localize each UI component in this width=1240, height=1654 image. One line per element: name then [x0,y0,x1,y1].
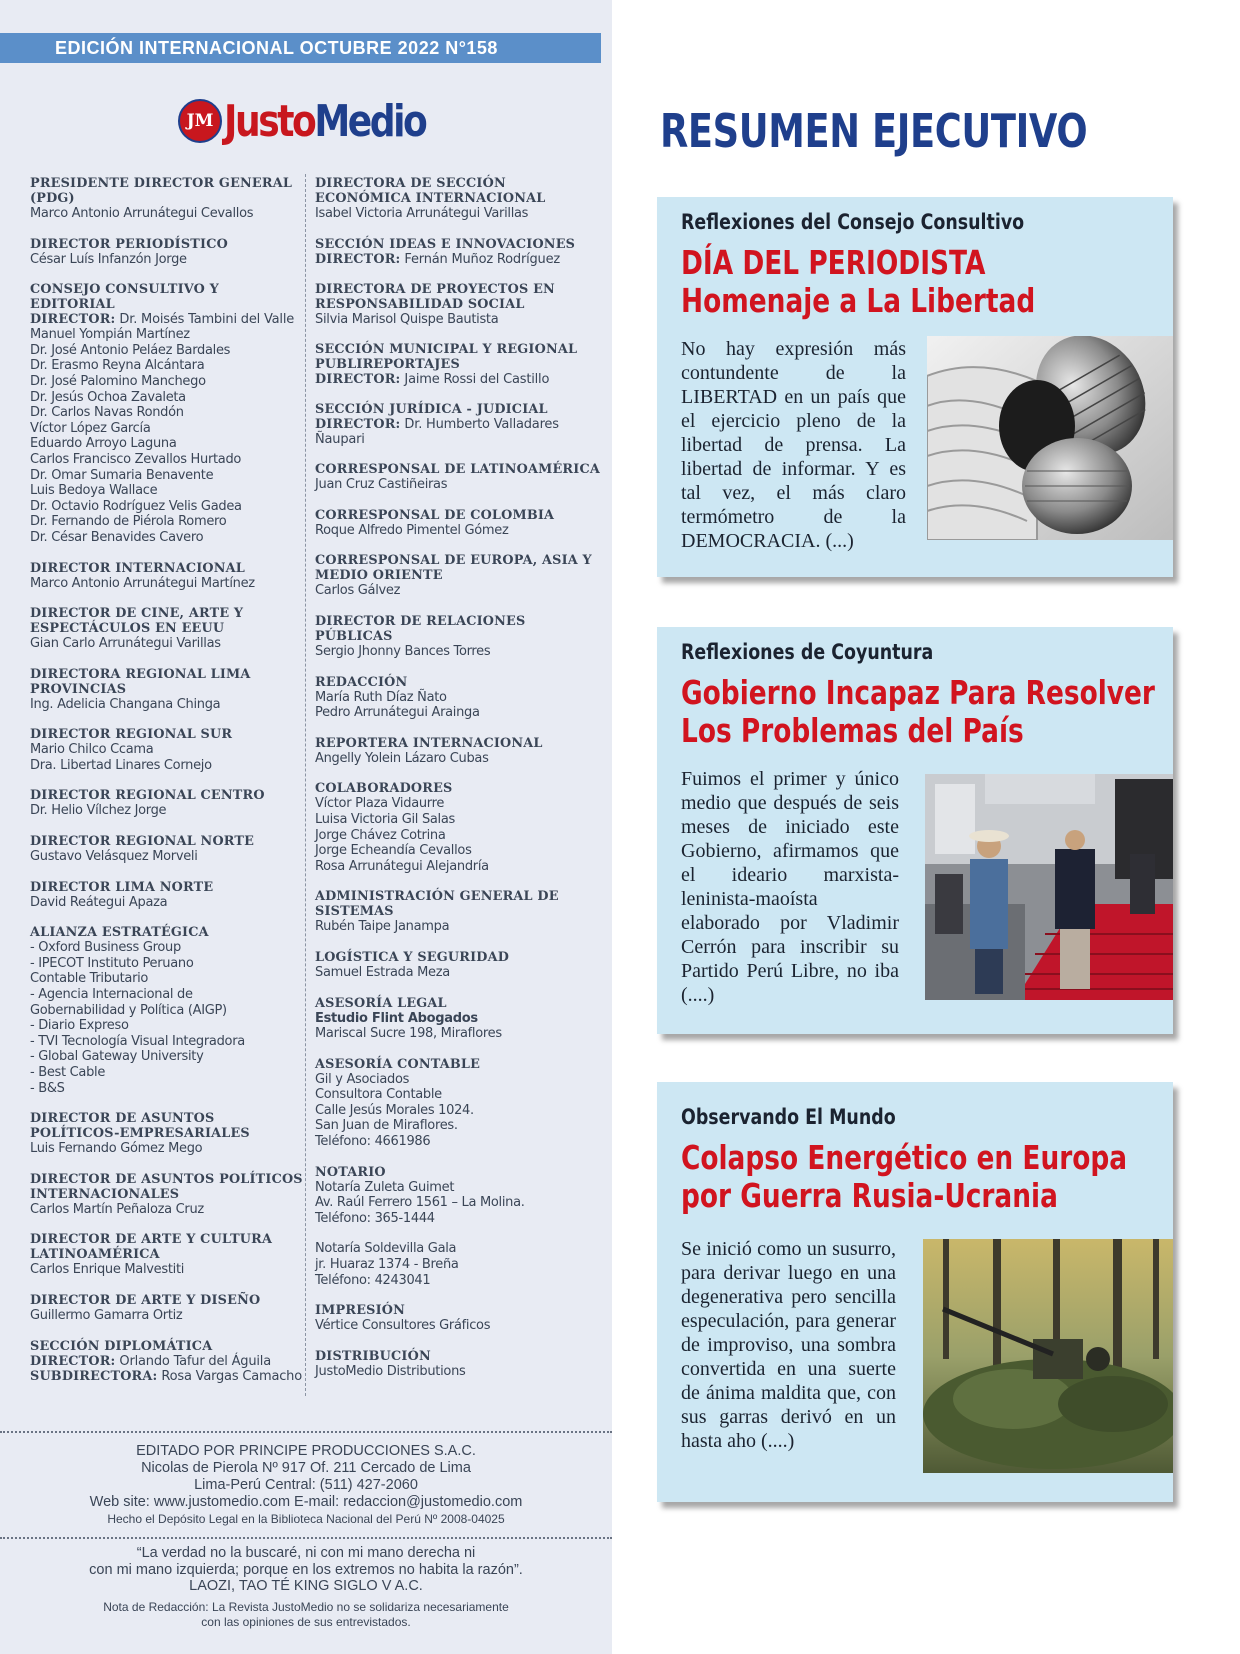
staff-block [30,727,305,773]
card-kicker: Observando El Mundo [681,1105,896,1129]
staff-role: CORRESPONSAL DE LATINOAMÉRICA [315,462,600,478]
justomedio-logo [178,93,470,149]
staff-list-left [30,176,305,1399]
staff-name: Dr. Helio Vílchez Jorge [30,803,167,819]
dotted-divider [0,1431,612,1433]
staff-block [30,237,305,268]
staff-block [315,462,605,493]
staff-block [30,925,305,1096]
staff-role: ALIANZA ESTRATÉGICA [30,925,209,941]
staff-block [30,834,305,865]
staff-role: DIRECTOR: Jaime Rossi del Castillo [315,372,550,388]
staff-block [315,1165,605,1227]
staff-role: DIRECTORA REGIONAL LIMA PROVINCIAS [30,666,251,697]
staff-name: Víctor López García [30,420,151,436]
staff-name: Av. Raúl Ferrero 1561 – La Molina. [315,1195,525,1211]
staff-name: Carlos Martín Peñaloza Cruz [30,1201,204,1217]
staff-role: DIRECTOR REGIONAL SUR [30,727,233,743]
staff-name: Rosa Vargas Camacho [157,1368,302,1384]
staff-name: Dr. Omar Sumaria Benavente [30,467,214,483]
staff-name: Rosa Arrunátegui Alejandría [315,858,489,874]
editorial-note: Nota de Redacción: La Revista JustoMedio no se solidariza necesariamente con las opiniones de sus entrevistados. [103,1600,509,1629]
staff-name: Carlos Francisco Zevallos Hurtado [30,451,242,467]
staff-name: - IPECOT Instituto Peruano [30,955,194,971]
staff-name: Isabel Victoria Arrunátegui Varillas [315,206,529,221]
staff-role: LOGÍSTICA Y SEGURIDAD [315,949,509,965]
staff-name: Eduardo Arroyo Laguna [30,436,177,452]
staff-role: DIRECTORA DE PROYECTOS EN RESPONSABILIDAD SOCIAL [315,281,555,312]
staff-name: Dr. Humberto Valladares Ñaupari [315,417,559,448]
staff-block [315,237,605,267]
staff-name: Notaría Zuleta Guimet [315,1179,455,1195]
card-headline[interactable]: DÍA DEL PERIODISTA Homenaje a La Libertad [681,243,1036,320]
jm-logo-icon: JM [178,99,222,143]
staff-name: Silvia Marisol Quispe Bautista [315,311,499,327]
staff-name: Guillermo Gamarra Ortiz [30,1307,183,1323]
staff-list-right [315,176,605,1394]
staff-role: DIRECTOR DE RELACIONES PÚBLICAS [315,613,526,644]
staff-role: NOTARIO [315,1164,386,1180]
staff-role: REDACCIÓN [315,674,408,690]
staff-role: COLABORADORES [315,781,453,797]
masthead-column [0,0,612,1654]
staff-block [315,781,605,874]
staff-name: Dr. Jesús Ochoa Zavaleta [30,389,186,405]
logo-wordmark: JustoMedio [224,95,426,147]
staff-name: Samuel Estrada Meza [315,964,450,980]
staff-block [30,788,305,819]
staff-block [315,508,605,539]
card-headline[interactable]: Colapso Energético en Europa por Guerra Rusia-Ucrania [681,1138,1128,1215]
staff-name: Jaime Rossi del Castillo [400,372,550,388]
staff-role: DIRECTOR REGIONAL NORTE [30,834,255,850]
staff-block [30,1232,305,1278]
staff-name: jr. Huaraz 1374 - Breña [315,1257,459,1273]
staff-block [315,675,605,721]
staff-block [30,606,305,652]
staff-block [315,950,605,981]
staff-name: Rubén Taipe Janampa [315,919,450,935]
staff-role: DIRECTOR LIMA NORTE [30,879,214,895]
staff-name: - Global Gateway University [30,1049,204,1065]
staff-name: Gil y Asociados [315,1071,410,1087]
staff-role: DISTRIBUCIÓN [315,1348,431,1364]
staff-name: Dr. José Palomino Manchego [30,373,206,389]
staff-block [30,176,305,222]
staff-role: DIRECTOR DE ARTE Y CULTURA LATINOAMÉRICA [30,1232,273,1263]
staff-name: Estudio Flint Abogados [315,1010,478,1026]
staff-name: Marco Antonio Arrunátegui Martínez [30,575,255,591]
staff-name: - Best Cable [30,1065,106,1080]
publisher-imprint: EDITADO POR PRINCIPE PRODUCCIONES S.A.C. Nicolas de Pierola Nº 917 Of. 211 Cercado de Lima Lima-Perú Central: (511) 427-2060 Web site: www.justomedio.com E-mail: redaccion@justomedio.com Hecho el Depósito Legal en la Biblioteca Nacional del Perú Nº 2008-04025 [0,1443,612,1528]
staff-block [30,282,305,545]
staff-role: CORRESPONSAL DE EUROPA, ASIA Y MEDIO ORIENTE [315,553,592,584]
card-body: Se inició como un susurro, para derivar luego en una degenerativa pero sencilla especulación, para generar de improviso, una sombra convertida en una suerte de ánima maldita que, con sus garras derivó en un hasta aho (....) [681,1238,896,1452]
section-title: RESUMEN EJECUTIVO [660,104,1088,158]
staff-block [30,561,305,592]
staff-name: Roque Alfredo Pimentel Gómez [315,522,509,538]
staff-block [315,614,605,660]
staff-role: PRESIDENTE DIRECTOR GENERAL (PDG) [30,176,293,206]
military-vehicle-photo [923,1239,1173,1473]
staff-name: Vértice Consultores Gráficos [315,1318,491,1334]
laozi-quote: “La verdad no la buscaré, ni con mi mano derecha ni con mi mano izquierda; porque en los extremos no habita la razón”. LAOZI, TAO TÉ KING SIGLO V A.C. [89,1545,523,1594]
staff-block [30,880,305,911]
staff-name: Luis Bedoya Wallace [30,483,158,499]
staff-name: Jorge Echeandía Cevallos [315,843,472,859]
staff-role: DIRECTOR REGIONAL CENTRO [30,788,265,804]
microphones-newspapers-photo [927,336,1173,540]
staff-block [30,1111,305,1157]
staff-name: Sergio Jhonny Bances Torres [315,643,491,659]
staff-role: DIRECTOR DE ARTE Y DISEÑO [30,1292,261,1308]
staff-block [30,1172,305,1218]
staff-name: Carlos Enrique Malvestiti [30,1262,185,1278]
staff-name: JustoMedio Distributions [315,1363,466,1379]
staff-name: Dr. César Benavides Cavero [30,529,204,545]
staff-block [30,667,305,713]
staff-name: Gobernabilidad y Política (AIGP) [30,1002,227,1018]
card-kicker: Reflexiones de Coyuntura [681,640,934,664]
staff-role: SUBDIRECTORA: Rosa Vargas Camacho [30,1368,302,1384]
staff-role: DIRECTOR: Dr. Humberto Valladares Ñaupari [315,417,559,448]
staff-role: DIRECTOR INTERNACIONAL [30,560,245,576]
staff-role: DIRECTOR DE ASUNTOS POLÍTICOS INTERNACIONALES [30,1171,303,1202]
staff-name: Pedro Arrunátegui Arainga [315,705,480,721]
staff-name: Fernán Muñoz Rodríguez [400,251,561,267]
staff-block [315,736,605,767]
staff-role: ASESORÍA LEGAL [315,995,447,1011]
dotted-divider [0,1537,612,1539]
staff-name: María Ruth Díaz Ñato [315,689,447,705]
staff-role: DIRECTOR DE ASUNTOS POLÍTICOS-EMPRESARIALES [30,1111,250,1142]
staff-name: Calle Jesús Morales 1024. [315,1102,474,1118]
staff-role: CORRESPONSAL DE COLOMBIA [315,507,555,523]
staff-name: Marco Antonio Arrunátegui Cevallos [30,206,254,221]
staff-block [315,1349,605,1380]
staff-role: DIRECTOR: Dr. Moisés Tambini del Valle [30,312,295,328]
card-headline[interactable]: Gobierno Incapaz Para Resolver Los Problemas del País [681,673,1155,750]
staff-name: Gian Carlo Arrunátegui Varillas [30,636,221,652]
staff-block [30,1293,305,1324]
staff-name: Dr. Fernando de Piérola Romero [30,514,227,530]
staff-name: Contable Tributario [30,971,149,987]
summary-card-gobierno[interactable] [657,627,1173,1034]
staff-name: Orlando Tafur del Águila [115,1353,271,1369]
staff-block [315,553,605,599]
staff-name: Notaría Soldevilla Gala [315,1241,457,1257]
staff-name: Luisa Victoria Gil Salas [315,811,456,827]
staff-name: Víctor Plaza Vidaurre [315,796,445,812]
staff-role: IMPRESIÓN [315,1303,406,1319]
staff-name: - B&S [30,1080,65,1096]
staff-name: Mariscal Sucre 198, Miraflores [315,1026,502,1042]
staff-name: Carlos Gálvez [315,583,401,599]
edition-banner: EDICIÓN INTERNACIONAL OCTUBRE 2022 N°158 [0,33,601,63]
staff-block [315,889,605,935]
staff-role: ADMINISTRACIÓN GENERAL DE SISTEMAS [315,889,559,920]
staff-name: Luis Fernando Gómez Mego [30,1141,203,1157]
staff-block [315,282,605,328]
staff-role: DIRECTOR: Orlando Tafur del Águila [30,1353,271,1369]
staff-name: Dr. Moisés Tambini del Valle [115,312,295,328]
staff-role: DIRECTOR DE CINE, ARTE Y ESPECTÁCULOS EN EEUU [30,606,244,637]
staff-name: César Luís Infanzón Jorge [30,251,187,267]
staff-name: Teléfono: 365-1444 [315,1210,435,1226]
staff-name: Mario Chilco Ccama [30,742,154,758]
staff-role: SECCIÓN DIPLOMÁTICA [30,1338,213,1354]
staff-role: DIRECTOR: Fernán Muñoz Rodríguez [315,251,561,267]
legal-deposit: Hecho el Depósito Legal en la Biblioteca Nacional del Perú Nº 2008-04025 [107,1512,505,1526]
staff-block [315,1057,605,1150]
staff-block [315,996,605,1042]
staff-name: Ing. Adelicia Changana Chinga [30,696,221,712]
staff-block [315,176,605,222]
staff-name: Manuel Yompián Martínez [30,327,190,343]
staff-role: DIRECTOR PERIODÍSTICO [30,236,228,252]
staff-name: Dr. Erasmo Reyna Alcántara [30,358,205,374]
staff-name: David Reátegui Apaza [30,894,168,910]
staff-name: - Agencia Internacional de [30,987,193,1003]
staff-role: REPORTERA INTERNACIONAL [315,735,543,751]
staff-name: Teléfono: 4661986 [315,1134,431,1150]
card-body: Fuimos el primer y único medio que después de seis meses de iniciado este Gobierno, afirmamos que el ideario marxista-leninista-maoísta elaborado por Vladimir Cerrón para inscribir su Partido Perú Libre, no iba (....) [681,768,899,1006]
summary-card-periodista[interactable] [657,197,1173,577]
staff-role: SECCIÓN MUNICIPAL Y REGIONAL PUBLIREPORTAJES [315,342,578,373]
staff-name: Juan Cruz Castiñeiras [315,477,448,493]
card-kicker: Reflexiones del Consejo Consultivo [681,210,1025,234]
staff-block [315,402,605,447]
staff-name: Teléfono: 4243041 [315,1272,431,1288]
staff-name: Consultora Contable [315,1087,442,1103]
staff-block [315,1241,605,1288]
card-body: No hay expresión más contundente de la LIBERTAD en un país que el ejercicio pleno de la libertad de prensa. La libertad de informar. Y es tal vez, el más claro termómetro de la DEMOCRACIA. (...) [681,338,906,552]
staff-name: - Diario Expreso [30,1018,129,1034]
staff-name: Dr. Octavio Rodríguez Velis Gadea [30,498,242,514]
staff-name: Dr. Carlos Navas Rondón [30,405,184,421]
staff-role: SECCIÓN JURÍDICA - JUDICIAL [315,402,548,418]
staff-name: Gustavo Velásquez Morveli [30,849,198,865]
staff-block [315,1303,605,1334]
staff-name: Dr. José Antonio Peláez Bardales [30,342,231,358]
staff-role: DIRECTORA DE SECCIÓN ECONÓMICA INTERNACIONAL [315,176,546,206]
government-palace-photo [925,774,1173,1000]
staff-name: - TVI Tecnología Visual Integradora [30,1033,245,1049]
staff-role: ASESORÍA CONTABLE [315,1056,481,1072]
summary-card-europa[interactable] [657,1082,1173,1502]
staff-name: Jorge Chávez Cotrina [315,827,446,843]
staff-block [30,1339,305,1384]
staff-name: Angelly Yolein Lázaro Cubas [315,750,489,766]
staff-name: - Oxford Business Group [30,940,181,956]
staff-name: Dra. Libertad Linares Cornejo [30,757,212,773]
column-divider [305,174,306,1396]
staff-name: San Juan de Miraflores. [315,1118,458,1134]
staff-role: CONSEJO CONSULTIVO Y EDITORIAL [30,282,220,313]
staff-block [315,342,605,387]
website-email: Web site: www.justomedio.com E-mail: redaccion@justomedio.com [89,1494,523,1510]
staff-role: SECCIÓN IDEAS E INNOVACIONES [315,236,576,252]
